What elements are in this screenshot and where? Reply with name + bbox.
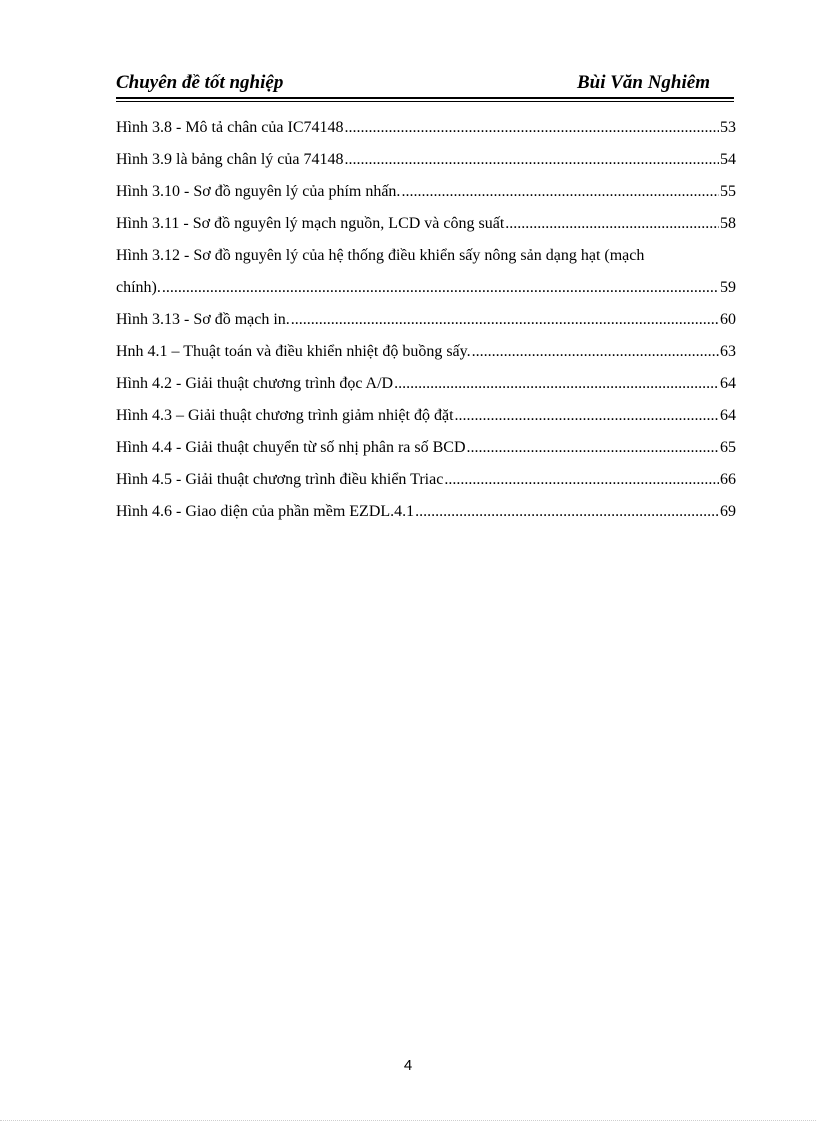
toc-entry-title: Hình 4.3 – Giải thuật chương trình giảm nhiệt độ đặt: [116, 407, 454, 424]
toc-entry-page: 59: [720, 279, 736, 296]
toc-entry[interactable]: [116, 432, 736, 464]
toc-entry-title: Hình 3.8 - Mô tả chân của IC74148: [116, 119, 344, 136]
toc-entry[interactable]: [116, 112, 736, 144]
toc-entry-title: Hình 4.2 - Giải thuật chương trình đọc A/D: [116, 375, 394, 392]
toc-entry-title: Hình 3.11 - Sơ đồ nguyên lý mạch nguồn, LCD và công suất: [116, 215, 505, 232]
toc-entry-page: 64: [720, 375, 736, 392]
toc-entry-title: Hình 3.9 là bảng chân lý của 74148: [116, 151, 344, 168]
toc-leader-dots: [291, 304, 719, 336]
page-number: 4: [403, 1057, 413, 1074]
toc-entry-title: Hnh 4.1 – Thuật toán và điều khiển nhiệt độ buồng sấy.: [116, 343, 471, 360]
toc-entry-page: 65: [720, 439, 736, 456]
toc-entry-title: Hình 3.10 - Sơ đồ nguyên lý của phím nhấn.: [116, 183, 401, 200]
toc-leader-dots: [345, 112, 719, 144]
toc-entry[interactable]: [116, 208, 736, 240]
header-document-title: Chuyên đề tốt nghiệp: [116, 72, 284, 93]
header-author: Bùi Văn Nghiêm: [576, 72, 710, 93]
toc-entry[interactable]: [116, 400, 736, 432]
toc-entry-page: 53: [720, 119, 736, 136]
toc-leader-dots: [505, 208, 719, 240]
toc-leader-dots: [394, 368, 719, 400]
toc-entry[interactable]: [116, 496, 736, 528]
page-header: [116, 70, 734, 96]
toc-leader-dots: [472, 336, 719, 368]
toc-entry-page: 54: [720, 151, 736, 168]
toc-entry[interactable]: [116, 464, 736, 496]
page-bottom-border: [0, 1120, 816, 1121]
toc-leader-dots: [455, 400, 719, 432]
toc-entry-title-line2: chính).: [116, 279, 161, 296]
header-rule-thick: [116, 97, 734, 99]
header-rule-thin: [116, 101, 734, 102]
toc-entry-page: 60: [720, 311, 736, 328]
toc-entry[interactable]: [116, 176, 736, 208]
table-of-figures: [116, 112, 736, 528]
toc-entry-title: Hình 4.5 - Giải thuật chương trình điều khiển Triac: [116, 471, 444, 488]
toc-entry-page: 69: [720, 503, 736, 520]
toc-entry-title-line1[interactable]: Hình 3.12 - Sơ đồ nguyên lý của hệ thống điều khiển sấy nông sản dạng hạt (mạch: [116, 247, 645, 264]
toc-entry-page: 63: [720, 343, 736, 360]
toc-leader-dots: [415, 496, 719, 528]
toc-leader-dots: [444, 464, 719, 496]
toc-leader-dots: [467, 432, 719, 464]
toc-entry-title: Hình 3.13 - Sơ đồ mạch in.: [116, 311, 290, 328]
toc-leader-dots: [401, 176, 719, 208]
toc-entry[interactable]: [116, 272, 736, 304]
toc-entry[interactable]: [116, 304, 736, 336]
toc-leader-dots: [162, 272, 719, 304]
toc-entry-page: 58: [720, 215, 736, 232]
toc-entry-page: 55: [720, 183, 736, 200]
toc-entry-title: Hình 4.4 - Giải thuật chuyển từ số nhị phân ra số BCD: [116, 439, 466, 456]
toc-entry-page: 64: [720, 407, 736, 424]
toc-leader-dots: [345, 144, 720, 176]
toc-entry-page: 66: [720, 471, 736, 488]
toc-entry[interactable]: [116, 144, 736, 176]
toc-entry[interactable]: [116, 368, 736, 400]
toc-entry-title: Hình 4.6 - Giao diện của phần mềm EZDL.4.1: [116, 503, 415, 520]
toc-entry[interactable]: [116, 336, 736, 368]
